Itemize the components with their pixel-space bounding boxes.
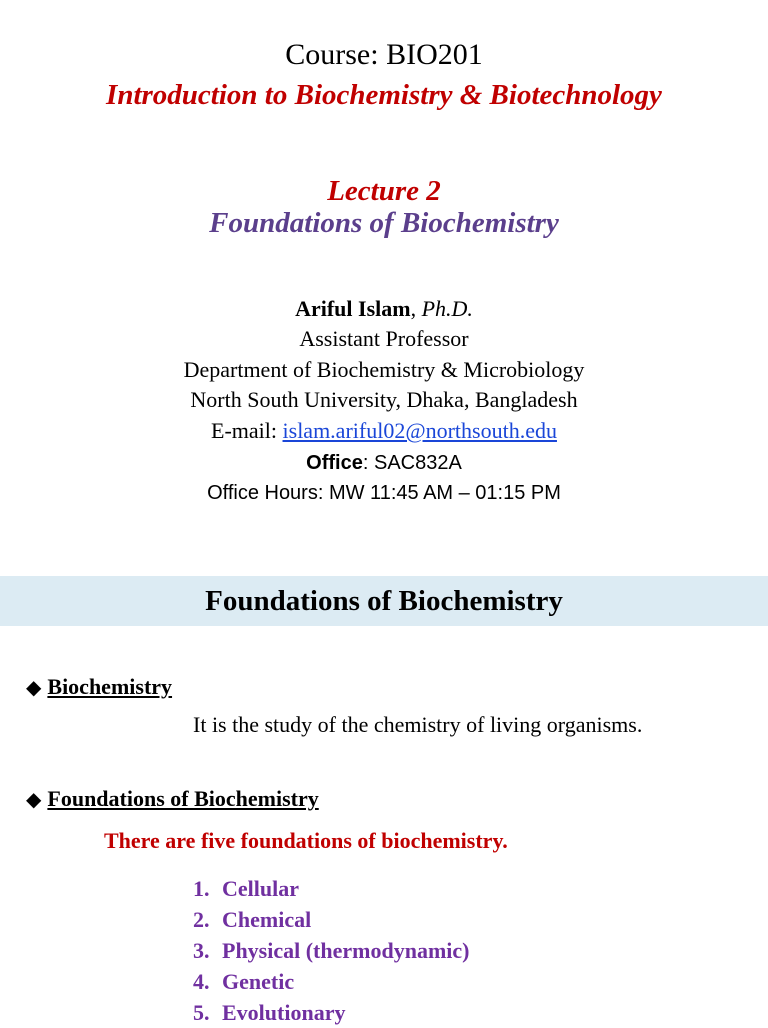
list-label: Genetic — [222, 969, 295, 994]
list-item — [193, 966, 469, 997]
instructor-position: Assistant Professor — [299, 326, 469, 351]
section-heading: Foundations of Biochemistry — [47, 786, 319, 811]
list-number: 3. — [193, 938, 210, 963]
office-hours: Office Hours: MW 11:45 AM – 01:15 PM — [207, 482, 561, 504]
list-item — [193, 935, 469, 966]
list-number: 4. — [193, 969, 210, 994]
list-label: Evolutionary — [222, 1000, 346, 1025]
list-number: 1. — [193, 876, 210, 901]
banner-title: Foundations of Biochemistry — [205, 585, 563, 617]
list-item — [193, 997, 469, 1028]
course-code: Course: BIO201 — [285, 38, 483, 71]
list-label: Physical (thermodynamic) — [222, 938, 470, 963]
foundations-list — [193, 873, 469, 1028]
office-value: : SAC832A — [362, 452, 462, 474]
foundations-summary: There are five foundations of biochemistry. — [104, 828, 508, 853]
department: Department of Biochemistry & Microbiology — [183, 357, 585, 382]
lecture-number: Lecture 2 — [327, 175, 441, 207]
list-label: Cellular — [222, 876, 299, 901]
instructor-separator: , — [410, 296, 422, 321]
list-number: 5. — [193, 1000, 210, 1025]
section-biochemistry — [26, 673, 172, 701]
list-item — [193, 904, 469, 935]
instructor-name: Ariful Islam — [295, 296, 411, 321]
list-label: Chemical — [222, 907, 312, 932]
section-banner — [0, 576, 768, 626]
section-heading: Biochemistry — [47, 674, 173, 699]
course-name: Introduction to Biochemistry & Biotechnology — [106, 79, 662, 111]
lecture-title: Foundations of Biochemistry — [209, 207, 559, 239]
section-foundations — [26, 785, 319, 813]
diamond-bullet-icon: ◆ — [26, 675, 42, 699]
email-line — [0, 416, 768, 446]
biochemistry-definition: It is the study of the chemistry of living organisms. — [193, 712, 643, 737]
office-label: Office — [306, 452, 363, 474]
list-item — [193, 873, 469, 904]
email-label: E-mail: — [211, 418, 283, 443]
email-link[interactable]: islam.ariful02@northsouth.edu — [282, 418, 557, 443]
university: North South University, Dhaka, Bangladesh — [190, 387, 578, 412]
office-line — [0, 448, 768, 478]
instructor-line — [0, 294, 768, 324]
list-number: 2. — [193, 907, 210, 932]
diamond-bullet-icon: ◆ — [26, 787, 42, 811]
instructor-degree: Ph.D. — [421, 296, 473, 321]
